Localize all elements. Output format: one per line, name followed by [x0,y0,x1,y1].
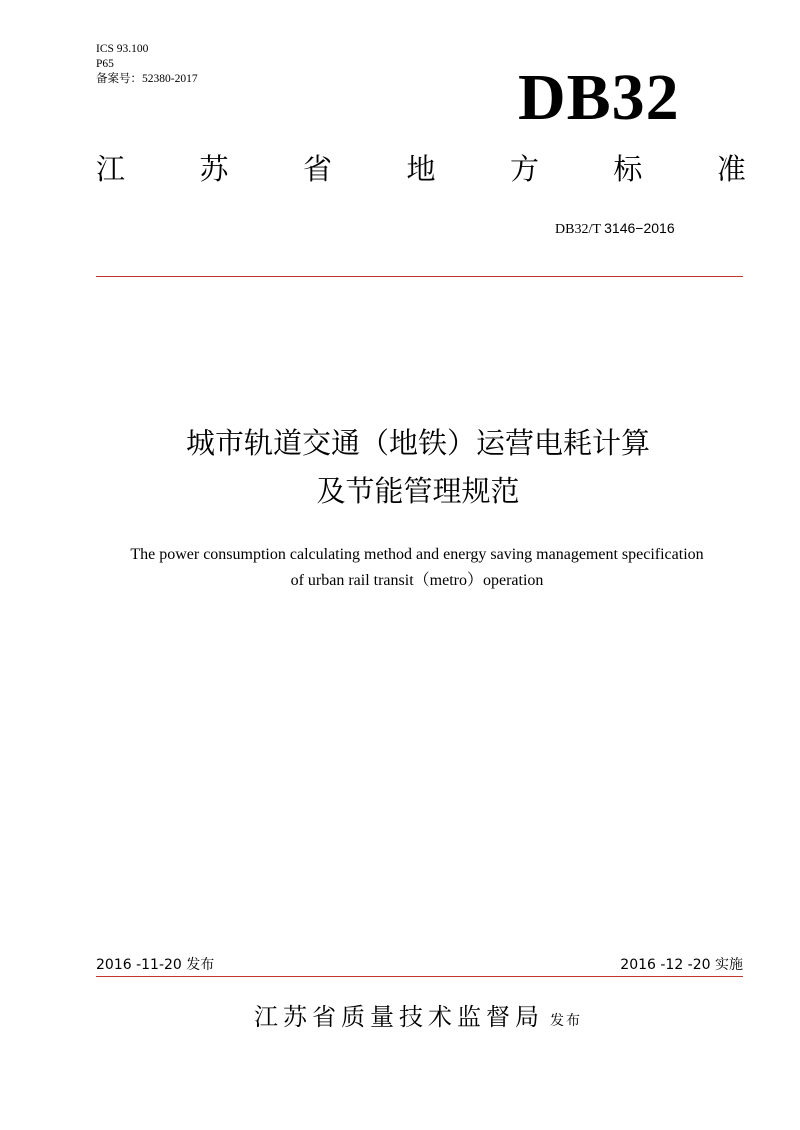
classification-block [96,42,198,87]
document-title-line-2: 及节能管理规范 [316,474,520,508]
issuer-action: 发布 [550,1013,582,1029]
english-title-line-2: of urban rail transit（metro）operation [290,572,544,589]
standard-number-value: 3146−2016 [604,220,675,236]
heading-char: 苏 [199,152,229,186]
implementation-date: 2016 -12 -20 实施 [620,957,743,973]
english-title-line-1: The power consumption calculating method and energy saving management specification [130,546,704,563]
issue-date: 2016 -11-20 发布 [96,957,215,973]
heading-char: 标 [613,152,643,186]
footer-divider [96,976,743,977]
standard-category-heading [96,150,746,188]
heading-char: 方 [509,152,539,186]
heading-char: 准 [716,152,746,186]
standard-number [555,219,675,239]
ccs-code: P65 [96,58,114,70]
ics-code: ICS 93.100 [96,43,149,55]
heading-char: 江 [96,152,126,186]
document-title-line-1: 城市轨道交通（地铁）运营电耗计算 [185,426,650,460]
standard-number-prefix: DB32/T [555,222,601,237]
issuer-name: 江苏省质量技术监督局 [254,1003,544,1031]
heading-char: 地 [406,152,436,186]
standard-logo: DB32 [518,61,680,134]
issuing-authority [0,1000,800,1034]
heading-char: 省 [302,152,332,186]
header-divider [96,276,743,277]
filing-number: 备案号：52380-2017 [96,73,198,85]
